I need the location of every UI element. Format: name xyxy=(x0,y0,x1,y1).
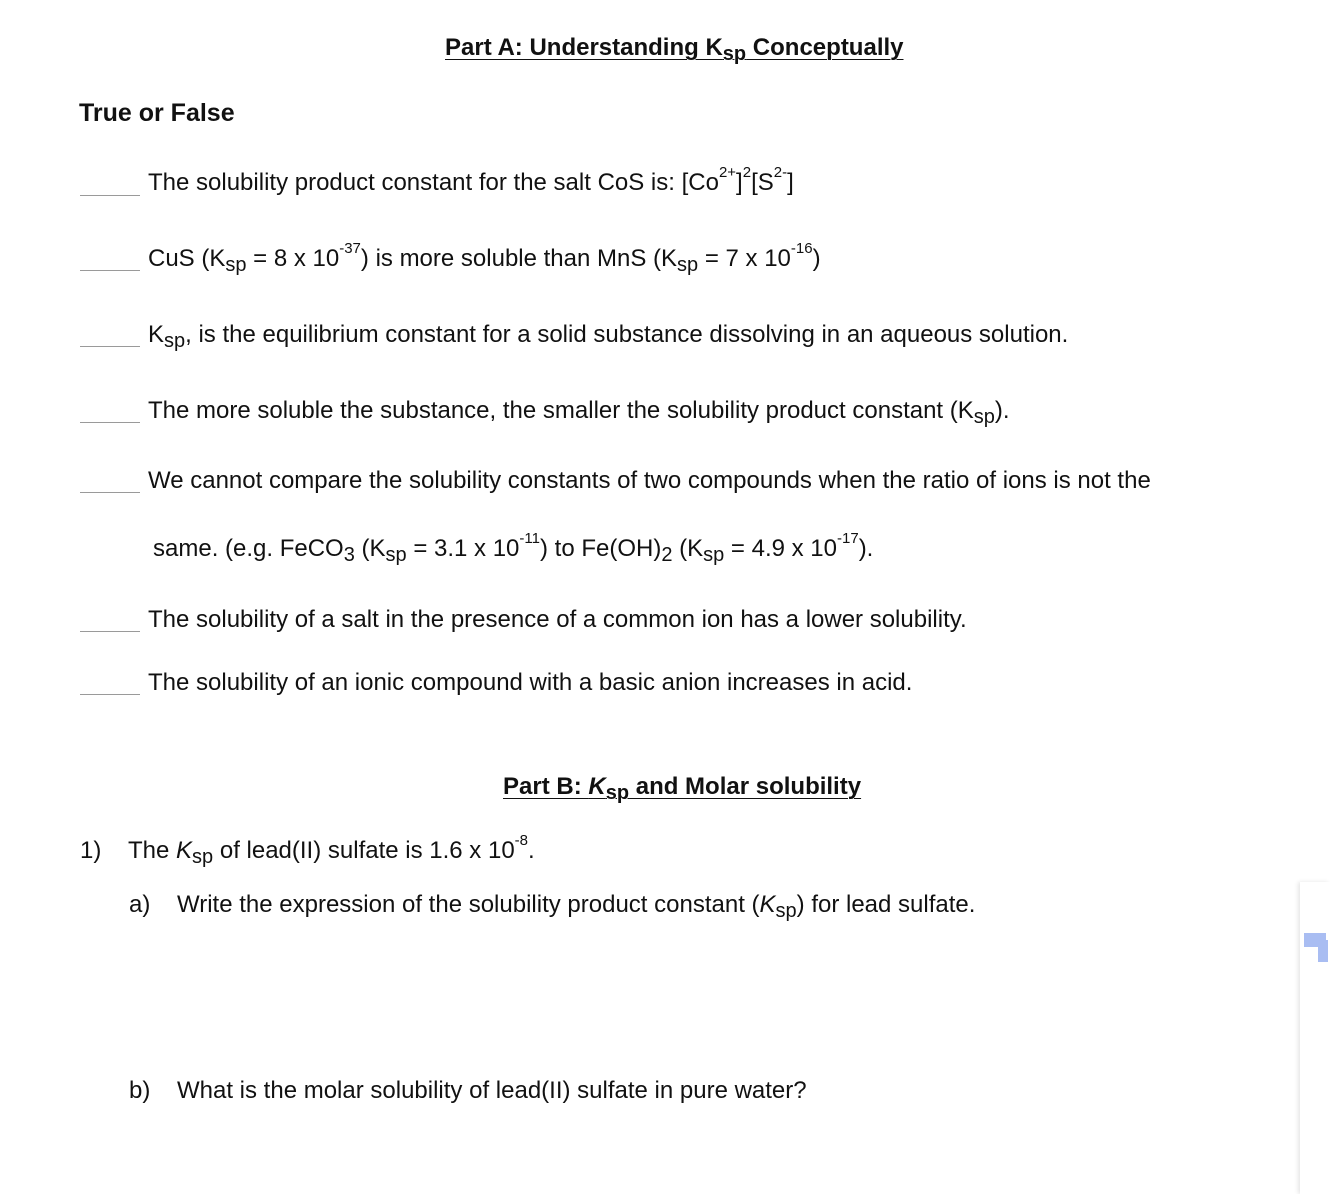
statement-1: The solubility product constant for the salt CoS is: $[Co^{2+}]^2[S^{2-}]$ xyxy=(148,164,794,196)
side-panel-edge xyxy=(1300,882,1330,1194)
statement-6: The solubility of a salt in the presence of a common ion has a lower solubility. xyxy=(148,606,967,633)
question-1: 1) The $K_{sp}$ of lead(II) sulfate is 1.6 x $10^{-8}$. xyxy=(80,832,535,868)
statement-5-line-2: same. (e.g. FeCO$_3$ ($K_{sp} = 3.1$ x $10^{-11}$) to $Fe(OH)_2$ ($K_{sp} = 4.9$ x $10^{-17}$). xyxy=(153,530,874,566)
question-1b: b) What is the molar solubility of lead(II) sulfate in pure water? xyxy=(129,1077,807,1104)
question-1b-label: b) xyxy=(129,1077,151,1104)
statement-5-line-1: We cannot compare the solubility constants of two compounds when the ratio of ions is not the xyxy=(148,467,1151,494)
answer-blank-2[interactable] xyxy=(80,270,140,271)
part-b-title: Part B: $K_{sp}$ and Molar solubility xyxy=(503,773,862,804)
question-1a-label: a) xyxy=(129,891,151,918)
answer-blank-4[interactable] xyxy=(80,422,140,423)
statement-7: The solubility of an ionic compound with a basic anion increases in acid. xyxy=(148,669,913,696)
answer-blank-5[interactable] xyxy=(80,492,140,493)
question-1a: a) Write the expression of the solubility product constant $(K_{sp})$ for lead sulfate. xyxy=(129,891,976,922)
statement-2: CuS ($K_{sp} = 8$ x $10^{-37}$) is more soluble than MnS ($K_{sp} = 7$ x $10^{-16}$) xyxy=(148,240,821,276)
part-a-title xyxy=(445,34,904,65)
answer-blank-3[interactable] xyxy=(80,346,140,347)
statement-4: The more soluble the substance, the smaller the solubility product constant $(K_{sp})$. xyxy=(148,397,1010,428)
part-a-title-suffix: Conceptually xyxy=(746,34,904,61)
answer-blank-1[interactable] xyxy=(80,195,140,196)
part-a-title-subscript: sp xyxy=(722,43,747,65)
answer-blank-7[interactable] xyxy=(80,694,140,695)
statement-3: $K_{sp}$, is the equilibrium constant for a solid substance dissolving in an aqueous solution. xyxy=(148,321,1069,352)
part-a-title-text: Part A: Understanding K xyxy=(445,34,723,61)
question-1-number: 1) xyxy=(80,837,102,864)
comment-marker-tail xyxy=(1318,940,1328,962)
true-false-heading: True or False xyxy=(79,99,235,127)
answer-blank-6[interactable] xyxy=(80,631,140,632)
